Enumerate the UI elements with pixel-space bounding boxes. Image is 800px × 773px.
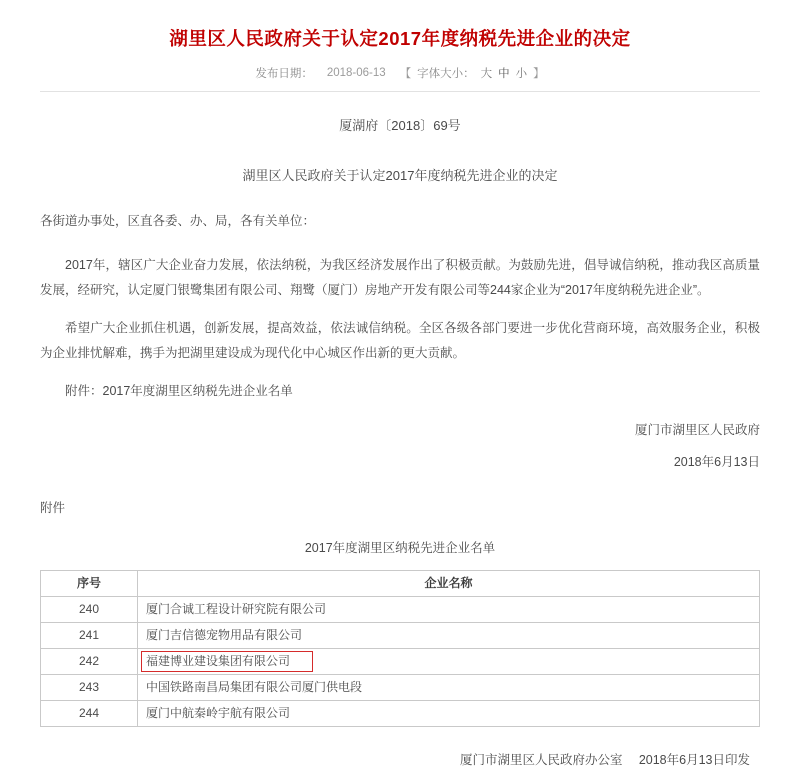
font-size-large[interactable]: 大 (480, 67, 493, 80)
paragraph-1: 2017年，辖区广大企业奋力发展，依法纳税，为我区经济发展作出了积极贡献。为鼓励先进，倡导诚信纳税，推动我区高质量发展，经研究，认定厦门银鹭集团有限公司、翔鹭（厦门）房地产开发有限公司等244家企业为“2017年度纳税先进企业”。 (40, 258, 760, 297)
attachment-label: 附件 (40, 500, 66, 515)
table-row (41, 649, 760, 675)
column-header-no: 序号 (41, 571, 138, 597)
column-header-name: 企业名称 (138, 571, 760, 597)
paragraph-2: 希望广大企业抓住机遇，创新发展，提高效益，依法诚信纳税。全区各级各部门要进一步优化营商环境，高效服务企业，积极为企业排忧解难，携手为把湖里建设成为现代化中心城区作出新的更大贡献。 (40, 321, 760, 360)
publish-date-value: 2018-06-13 (326, 66, 386, 79)
footer-office: 厦门市湖里区人民政府办公室 (460, 753, 623, 768)
document-subtitle: 湖里区人民政府关于认定2017年度纳税先进企业的决定 (242, 168, 558, 184)
cell-no: 244 (41, 701, 138, 727)
cell-no: 240 (41, 597, 138, 623)
bracket-open-icon: 【 (399, 67, 412, 80)
document-page (0, 12, 800, 768)
page-title: 湖里区人民政府关于认定2017年度纳税先进企业的决定 (169, 28, 631, 50)
header-divider (40, 91, 760, 92)
table-row (41, 701, 760, 727)
cell-no: 242 (41, 649, 138, 675)
footer-print-date: 2018年6月13日印发 (638, 753, 750, 768)
highlighted-enterprise-name: 福建博业建设集团有限公司 (141, 651, 313, 671)
publish-date-label: 发布日期： (255, 67, 313, 80)
cell-no: 241 (41, 623, 138, 649)
table-header-row (41, 571, 760, 597)
issuer: 厦门市湖里区人民政府 (634, 423, 760, 438)
table-row (41, 597, 760, 623)
cell-name-highlighted (138, 649, 760, 675)
font-size-medium[interactable]: 中 (498, 67, 510, 80)
table-title: 2017年度湖里区纳税先进企业名单 (304, 540, 496, 555)
cell-no: 243 (41, 675, 138, 701)
table-row (41, 675, 760, 701)
document-meta (40, 65, 760, 81)
issue-date: 2018年6月13日 (673, 455, 760, 470)
font-size-small[interactable]: 小 (515, 67, 528, 80)
table-row (41, 623, 760, 649)
document-body (40, 114, 760, 773)
font-size-control[interactable] (400, 65, 545, 81)
font-size-label: 字体大小： (417, 67, 475, 80)
document-number: 厦湖府〔2018〕69号 (339, 117, 461, 133)
cell-name: 厦门中航秦岭宇航有限公司 (138, 701, 760, 727)
cell-name: 厦门吉信德宠物用品有限公司 (138, 623, 760, 649)
document-footer (40, 749, 760, 773)
cell-name: 厦门合诚工程设计研究院有限公司 (138, 597, 760, 623)
attachment-line: 附件：2017年度湖里区纳税先进企业名单 (65, 383, 293, 398)
bracket-close-icon: 】 (533, 67, 545, 80)
cell-name: 中国铁路南昌局集团有限公司厦门供电段 (138, 675, 760, 701)
salutation: 各街道办事处，区直各委、办、局，各有关单位： (40, 214, 316, 229)
enterprise-table (40, 570, 760, 727)
